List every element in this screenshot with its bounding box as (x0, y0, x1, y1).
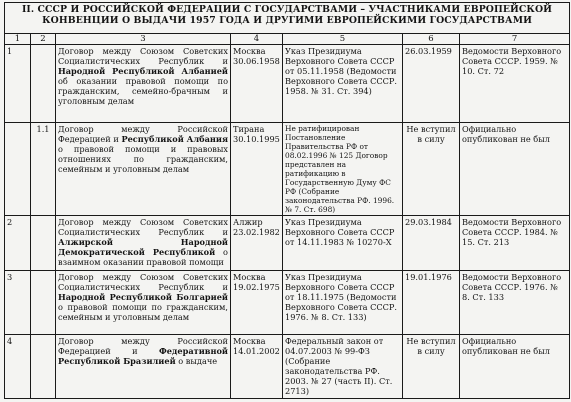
agreement-text: об оказании правовой помощи по гражданским, семейно-брачным и уголовным делам (58, 76, 228, 106)
country-name: Федеративной Республикой Бразилией (58, 346, 228, 366)
publication: Официально опубликован не был (460, 123, 570, 216)
agreement-text: Договор между Российской Федерацией и (58, 124, 228, 144)
ratification: Указ Президиума Верховного Совета СССР от 18.11.1975 (Ведомости Верховного Совета СССР. 1976. № 8. Ст. 133) (283, 271, 403, 335)
ratification: Федеральный закон от 04.07.2003 № 99-ФЗ (Собрание законодательства РФ. 2003. № 27 (часть II). Ст. 2713) (283, 335, 403, 399)
agreement-text: о правовой помощи и правовых отношениях по гражданским, семейным и уголовным делам (58, 144, 228, 174)
table-row (5, 335, 570, 399)
agreement-cell (56, 216, 231, 271)
in-force-date: 26.03.1959 (403, 45, 460, 123)
country-name: Народной Республикой Албанией (58, 66, 228, 76)
place-date: Тирана 30.10.1995 (231, 123, 283, 216)
column-number: 7 (460, 34, 570, 45)
agreement-text: о выдаче (175, 356, 218, 366)
place-date: Алжир 23.02.1982 (231, 216, 283, 271)
column-number: 2 (31, 34, 56, 45)
column-number: 6 (403, 34, 460, 45)
agreement-text: о взаимном оказании правовой помощи (58, 247, 228, 267)
agreement-text: Договор между Союзом Советских Социалистических Республик и (58, 272, 228, 292)
row-subnumber: 1.1 (31, 123, 56, 216)
column-number: 1 (5, 34, 31, 45)
place-date: Москва 14.01.2002 (231, 335, 283, 399)
section-title: II. СССР И РОССИЙСКОЙ ФЕДЕРАЦИИ С ГОСУДАРСТВАМИ – УЧАСТНИКАМИ ЕВРОПЕЙСКОЙ КОНВЕНЦИИ О ВЫДАЧИ 1957 ГОДА И ДРУГИМИ ЕВРОПЕЙСКИМИ ГОСУДАРСТВАМИ (5, 3, 570, 34)
agreement-cell (56, 271, 231, 335)
publication: Ведомости Верховного Совета СССР. 1976. № 8. Ст. 133 (460, 271, 570, 335)
in-force-date: 19.01.1976 (403, 271, 460, 335)
place-date: Москва 30.06.1958 (231, 45, 283, 123)
agreement-cell (56, 335, 231, 399)
publication: Ведомости Верховного Совета СССР. 1959. № 10. Ст. 72 (460, 45, 570, 123)
ratification: Указ Президиума Верховного Совета СССР от 05.11.1958 (Ведомости Верховного Совета СССР. 1958. № 31. Ст. 394) (283, 45, 403, 123)
country-name: Народной Республикой Болгарией (58, 292, 228, 302)
agreement-text: о правовой помощи по гражданским, семейным и уголовным делам (58, 302, 228, 322)
agreement-cell (56, 45, 231, 123)
ratification: Не ратифицирован Постановление Правительства РФ от 08.02.1996 № 125 Договор представлен на ратификацию в Государственную Думу ФС РФ (Собрание законодательства РФ. 1996. № 7. Ст. 698) (285, 124, 395, 214)
column-number: 5 (283, 34, 403, 45)
row-number: 4 (5, 335, 31, 399)
agreement-text: Договор между Российской Федерацией и (58, 336, 228, 356)
row-number (5, 123, 31, 216)
place-date: Москва 19.02.1975 (231, 271, 283, 335)
publication: Ведомости Верховного Совета СССР. 1984. № 15. Ст. 213 (460, 216, 570, 271)
ratification-cell (283, 123, 403, 216)
agreement-text: Договор между Союзом Советских Социалистических Республик и (58, 46, 228, 66)
country-name: Республикой Албания (121, 134, 228, 144)
treaties-table (4, 2, 570, 399)
publication: Официально опубликован не был (460, 335, 570, 399)
agreement-cell (56, 123, 231, 216)
column-number-row (5, 34, 570, 45)
agreement-text: Договор между Союзом Советских Социалистических Республик и (58, 217, 228, 237)
table-row (5, 123, 570, 216)
country-name: Алжирской Народной Демократической Республикой (58, 237, 228, 257)
row-number: 3 (5, 271, 31, 335)
in-force-date: Не вступил в силу (403, 335, 460, 399)
row-subnumber (31, 335, 56, 399)
table-row (5, 45, 570, 123)
table-row (5, 216, 570, 271)
column-number: 3 (56, 34, 231, 45)
in-force-date: 29.03.1984 (403, 216, 460, 271)
row-subnumber (31, 271, 56, 335)
ratification: Указ Президиума Верховного Совета СССР от 14.11.1983 № 10270-Х (283, 216, 403, 271)
row-number: 2 (5, 216, 31, 271)
table-row (5, 271, 570, 335)
in-force-date: Не вступил в силу (403, 123, 460, 216)
row-subnumber (31, 216, 56, 271)
row-number: 1 (5, 45, 31, 123)
row-subnumber (31, 45, 56, 123)
column-number: 4 (231, 34, 283, 45)
